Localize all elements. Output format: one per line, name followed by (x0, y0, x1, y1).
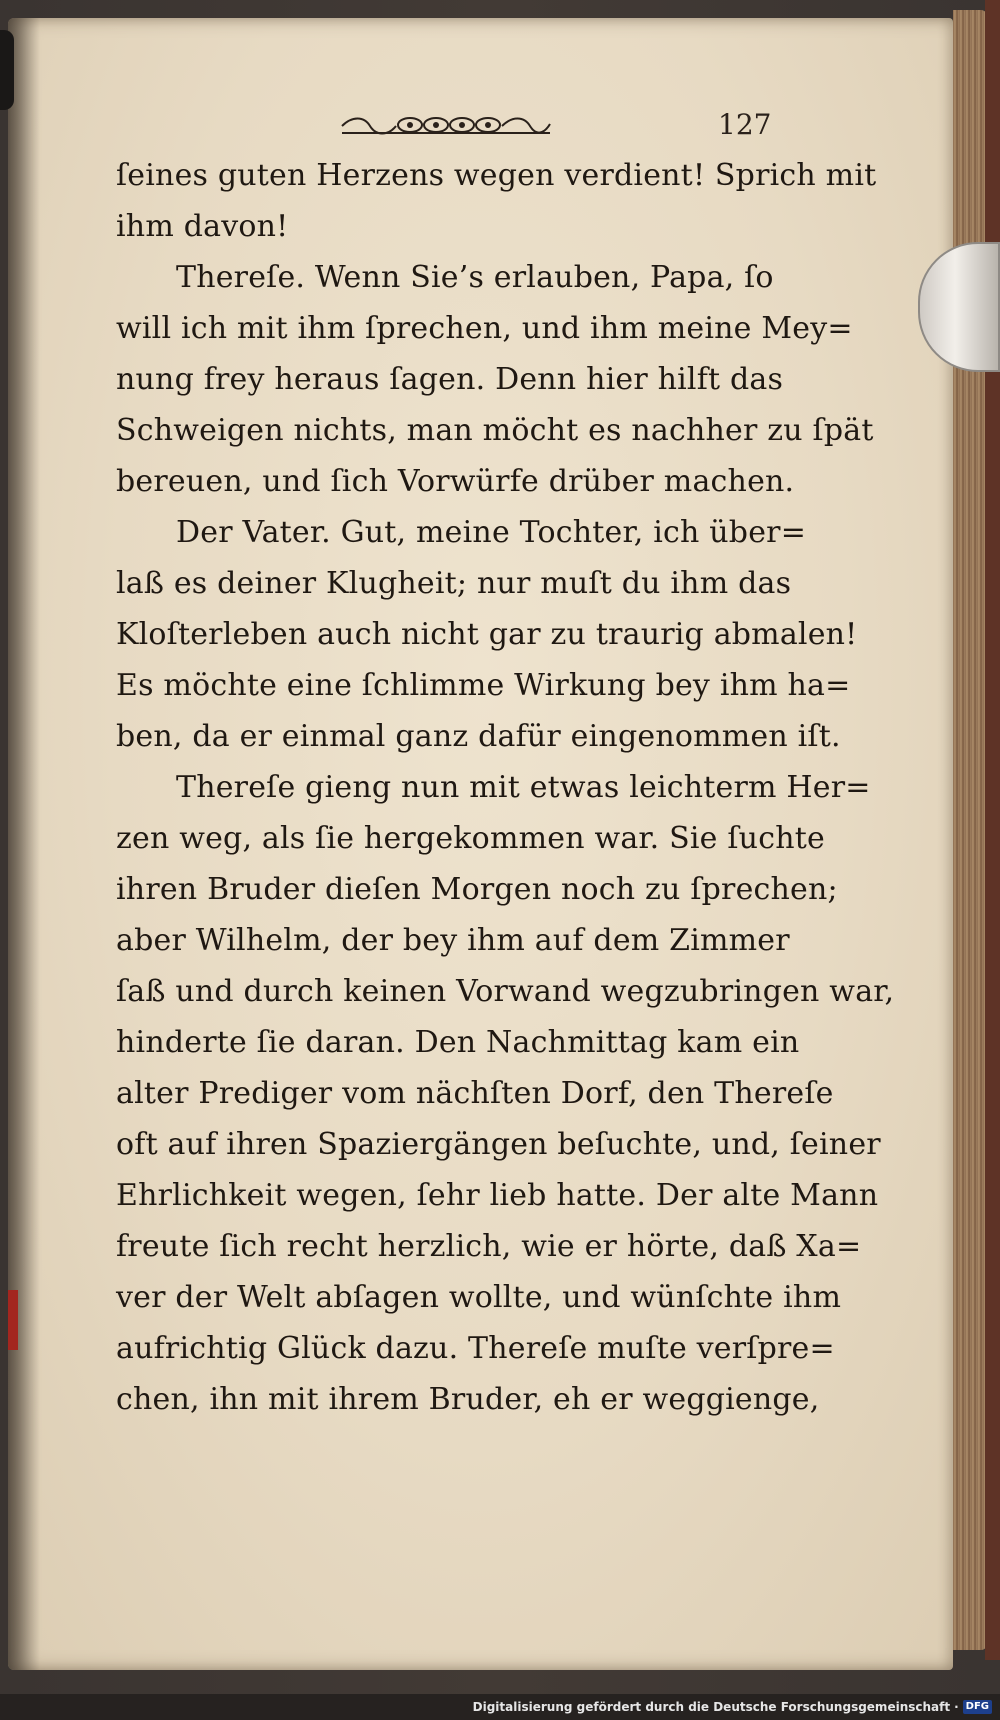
text-line: Kloſterleben auch nicht gar zu traurig abmalen! (116, 617, 858, 652)
text-line: ſeines guten Herzens wegen verdient! Sprich mit (116, 158, 877, 193)
text-line: hinderte ſie daran. Den Nachmittag kam ein (116, 1025, 800, 1060)
text-line: alter Prediger vom nächſten Dorf, den Thereſe (116, 1076, 834, 1111)
header-ornament-icon (340, 112, 552, 136)
text-line: Ehrlichkeit wegen, ſehr lieb hatte. Der alte Mann (116, 1178, 879, 1213)
text-line: freute ſich recht herzlich, wie er hörte, daß Xa= (116, 1229, 862, 1264)
body-text (116, 150, 895, 1425)
text-line: ver der Welt abſagen wollte, und wünſchte ihm (116, 1280, 842, 1315)
digitization-credit (473, 1696, 992, 1718)
dfg-logo-icon: DFG (963, 1700, 992, 1714)
separator-dot: · (954, 1700, 959, 1714)
text-line: zen weg, als ſie hergekommen war. Sie ſuchte (116, 821, 825, 856)
text-line: aufrichtig Glück dazu. Thereſe muſte verſpre= (116, 1331, 835, 1366)
text-line: chen, ihn mit ihrem Bruder, eh er weggienge, (116, 1382, 820, 1417)
text-line: Der Vater. Gut, meine Tochter, ich über= (176, 515, 807, 550)
text-line: Schweigen nichts, man möcht es nachher zu ſpät (116, 413, 874, 448)
margin-red-mark (8, 1290, 18, 1350)
page-number: 127 (718, 108, 772, 141)
text-line: nung frey heraus ſagen. Denn hier hilft das (116, 362, 784, 397)
text-line: ihm davon! (116, 209, 289, 244)
text-line: bereuen, und ſich Vorwürfe drüber machen. (116, 464, 795, 499)
text-line: aber Wilhelm, der bey ihm auf dem Zimmer (116, 923, 790, 958)
text-line: oft auf ihren Spaziergängen beſuchte, und, ſeiner (116, 1127, 881, 1162)
text-line: ſaß und durch keinen Vorwand wegzubringen war, (116, 974, 895, 1009)
text-line: ben, da er einmal ganz dafür eingenommen iſt. (116, 719, 841, 754)
binding-clip-left (0, 30, 14, 110)
running-header (340, 106, 780, 146)
gutter-shadow (8, 18, 40, 1670)
text-line: ihren Bruder dieſen Morgen noch zu ſprechen; (116, 872, 838, 907)
text-line: Es möchte eine ſchlimme Wirkung bey ihm ha= (116, 668, 851, 703)
credit-text: Digitalisierung gefördert durch die Deutsche Forschungsgemeinschaft (472, 1700, 951, 1714)
text-line: will ich mit ihm ſprechen, und ihm meine Mey= (116, 311, 853, 346)
text-line: Thereſe gieng nun mit etwas leichterm Her= (176, 770, 871, 805)
text-line: laß es deiner Klugheit; nur muſt du ihm das (116, 566, 792, 601)
text-line: Thereſe. Wenn Sie’s erlauben, Papa, ſo (176, 260, 774, 295)
